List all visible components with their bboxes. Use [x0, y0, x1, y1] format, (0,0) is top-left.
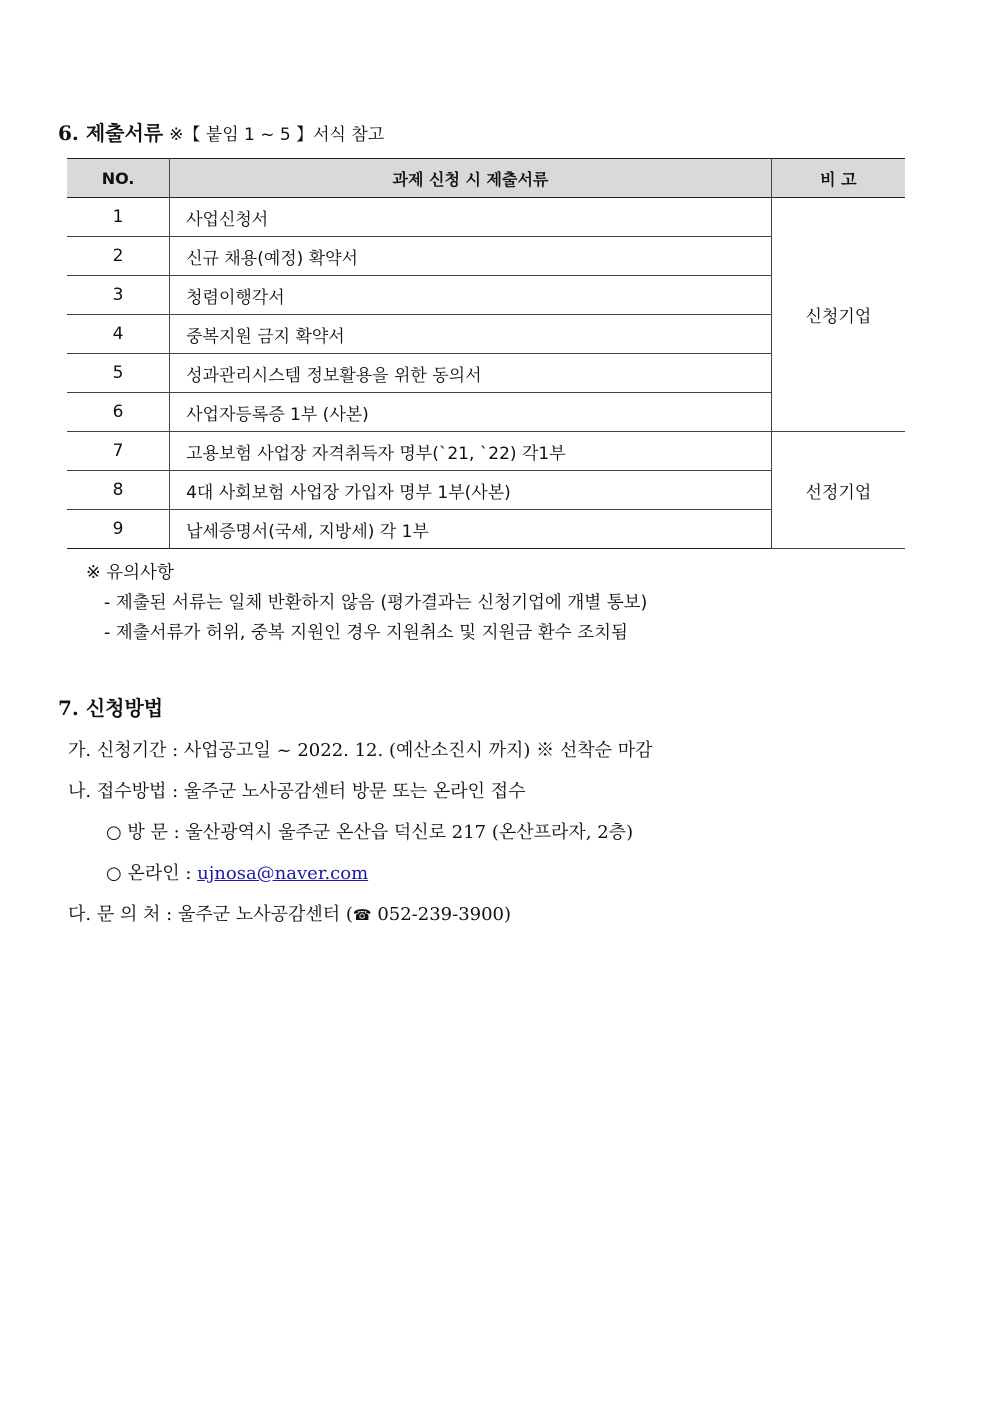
- row-document: 신규 채용(예정) 확약서: [170, 237, 772, 276]
- visit-address: ○ 방 문 : 울산광역시 울주군 온산읍 덕신로 217 (온산프라자, 2층): [106, 822, 634, 843]
- row-document: 사업자등록증 1부 (사본): [170, 393, 772, 432]
- application-method: 나. 접수방법 : 울주군 노사공감센터 방문 또는 온라인 접수: [68, 781, 526, 802]
- application-period: 가. 신청기간 : 사업공고일 ~ 2022. 12. (예산소진시 까지) ※ 선착순 마감: [68, 740, 653, 761]
- header-documents: 과제 신청 시 제출서류: [170, 159, 772, 198]
- note-item: - 제출된 서류는 일체 반환하지 않음 (평가결과는 신청기업에 개별 통보): [104, 593, 648, 613]
- row-document: 중복지원 금지 확약서: [170, 315, 772, 354]
- row-document: 성과관리시스템 정보활용을 위한 동의서: [170, 354, 772, 393]
- application-block: [68, 730, 653, 936]
- row-no: 8: [67, 471, 170, 510]
- row-no: 3: [67, 276, 170, 315]
- header-remark: 비 고: [771, 159, 905, 198]
- row-no: 9: [67, 510, 170, 549]
- notes-title: ※ 유의사항: [86, 563, 174, 583]
- contact-line: [68, 894, 653, 936]
- row-no: 4: [67, 315, 170, 354]
- header-no: NO.: [67, 159, 170, 198]
- row-document: 청렴이행각서: [170, 276, 772, 315]
- section6-heading: [58, 117, 384, 146]
- row-no: 1: [67, 198, 170, 237]
- row-document: 사업신청서: [170, 198, 772, 237]
- notes-block: [86, 558, 647, 648]
- row-document: 4대 사회보험 사업장 가입자 명부 1부(사본): [170, 471, 772, 510]
- row-no: 5: [67, 354, 170, 393]
- contact-prefix: 다. 문 의 처 : 울주군 노사공감센터 (: [68, 904, 353, 925]
- online-line: [68, 853, 653, 894]
- email-link[interactable]: ujnosa@naver.com: [197, 863, 369, 884]
- phone-number: 052-239-3900): [371, 904, 512, 925]
- phone-icon: ☎: [352, 906, 372, 924]
- table-row: [67, 432, 905, 471]
- row-no: 7: [67, 432, 170, 471]
- note-item: - 제출서류가 허위, 중복 지원인 경우 지원취소 및 지원금 환수 조치됨: [104, 623, 628, 643]
- remark-applicant: 신청기업: [771, 198, 905, 432]
- row-no: 2: [67, 237, 170, 276]
- online-label: ○ 온라인 :: [106, 863, 198, 884]
- row-document: 고용보험 사업장 자격취득자 명부(`21, `22) 각1부: [170, 432, 772, 471]
- documents-table: [67, 158, 905, 549]
- table-row: [67, 198, 905, 237]
- section6-title: 6. 제출서류: [58, 121, 164, 145]
- table-header-row: [67, 159, 905, 198]
- remark-selected: 선정기업: [771, 432, 905, 549]
- section7-title: 7. 신청방법: [58, 696, 164, 720]
- row-no: 6: [67, 393, 170, 432]
- section6-note: ※【 붙임 1 ~ 5 】서식 참고: [169, 125, 385, 145]
- row-document: 납세증명서(국세, 지방세) 각 1부: [170, 510, 772, 549]
